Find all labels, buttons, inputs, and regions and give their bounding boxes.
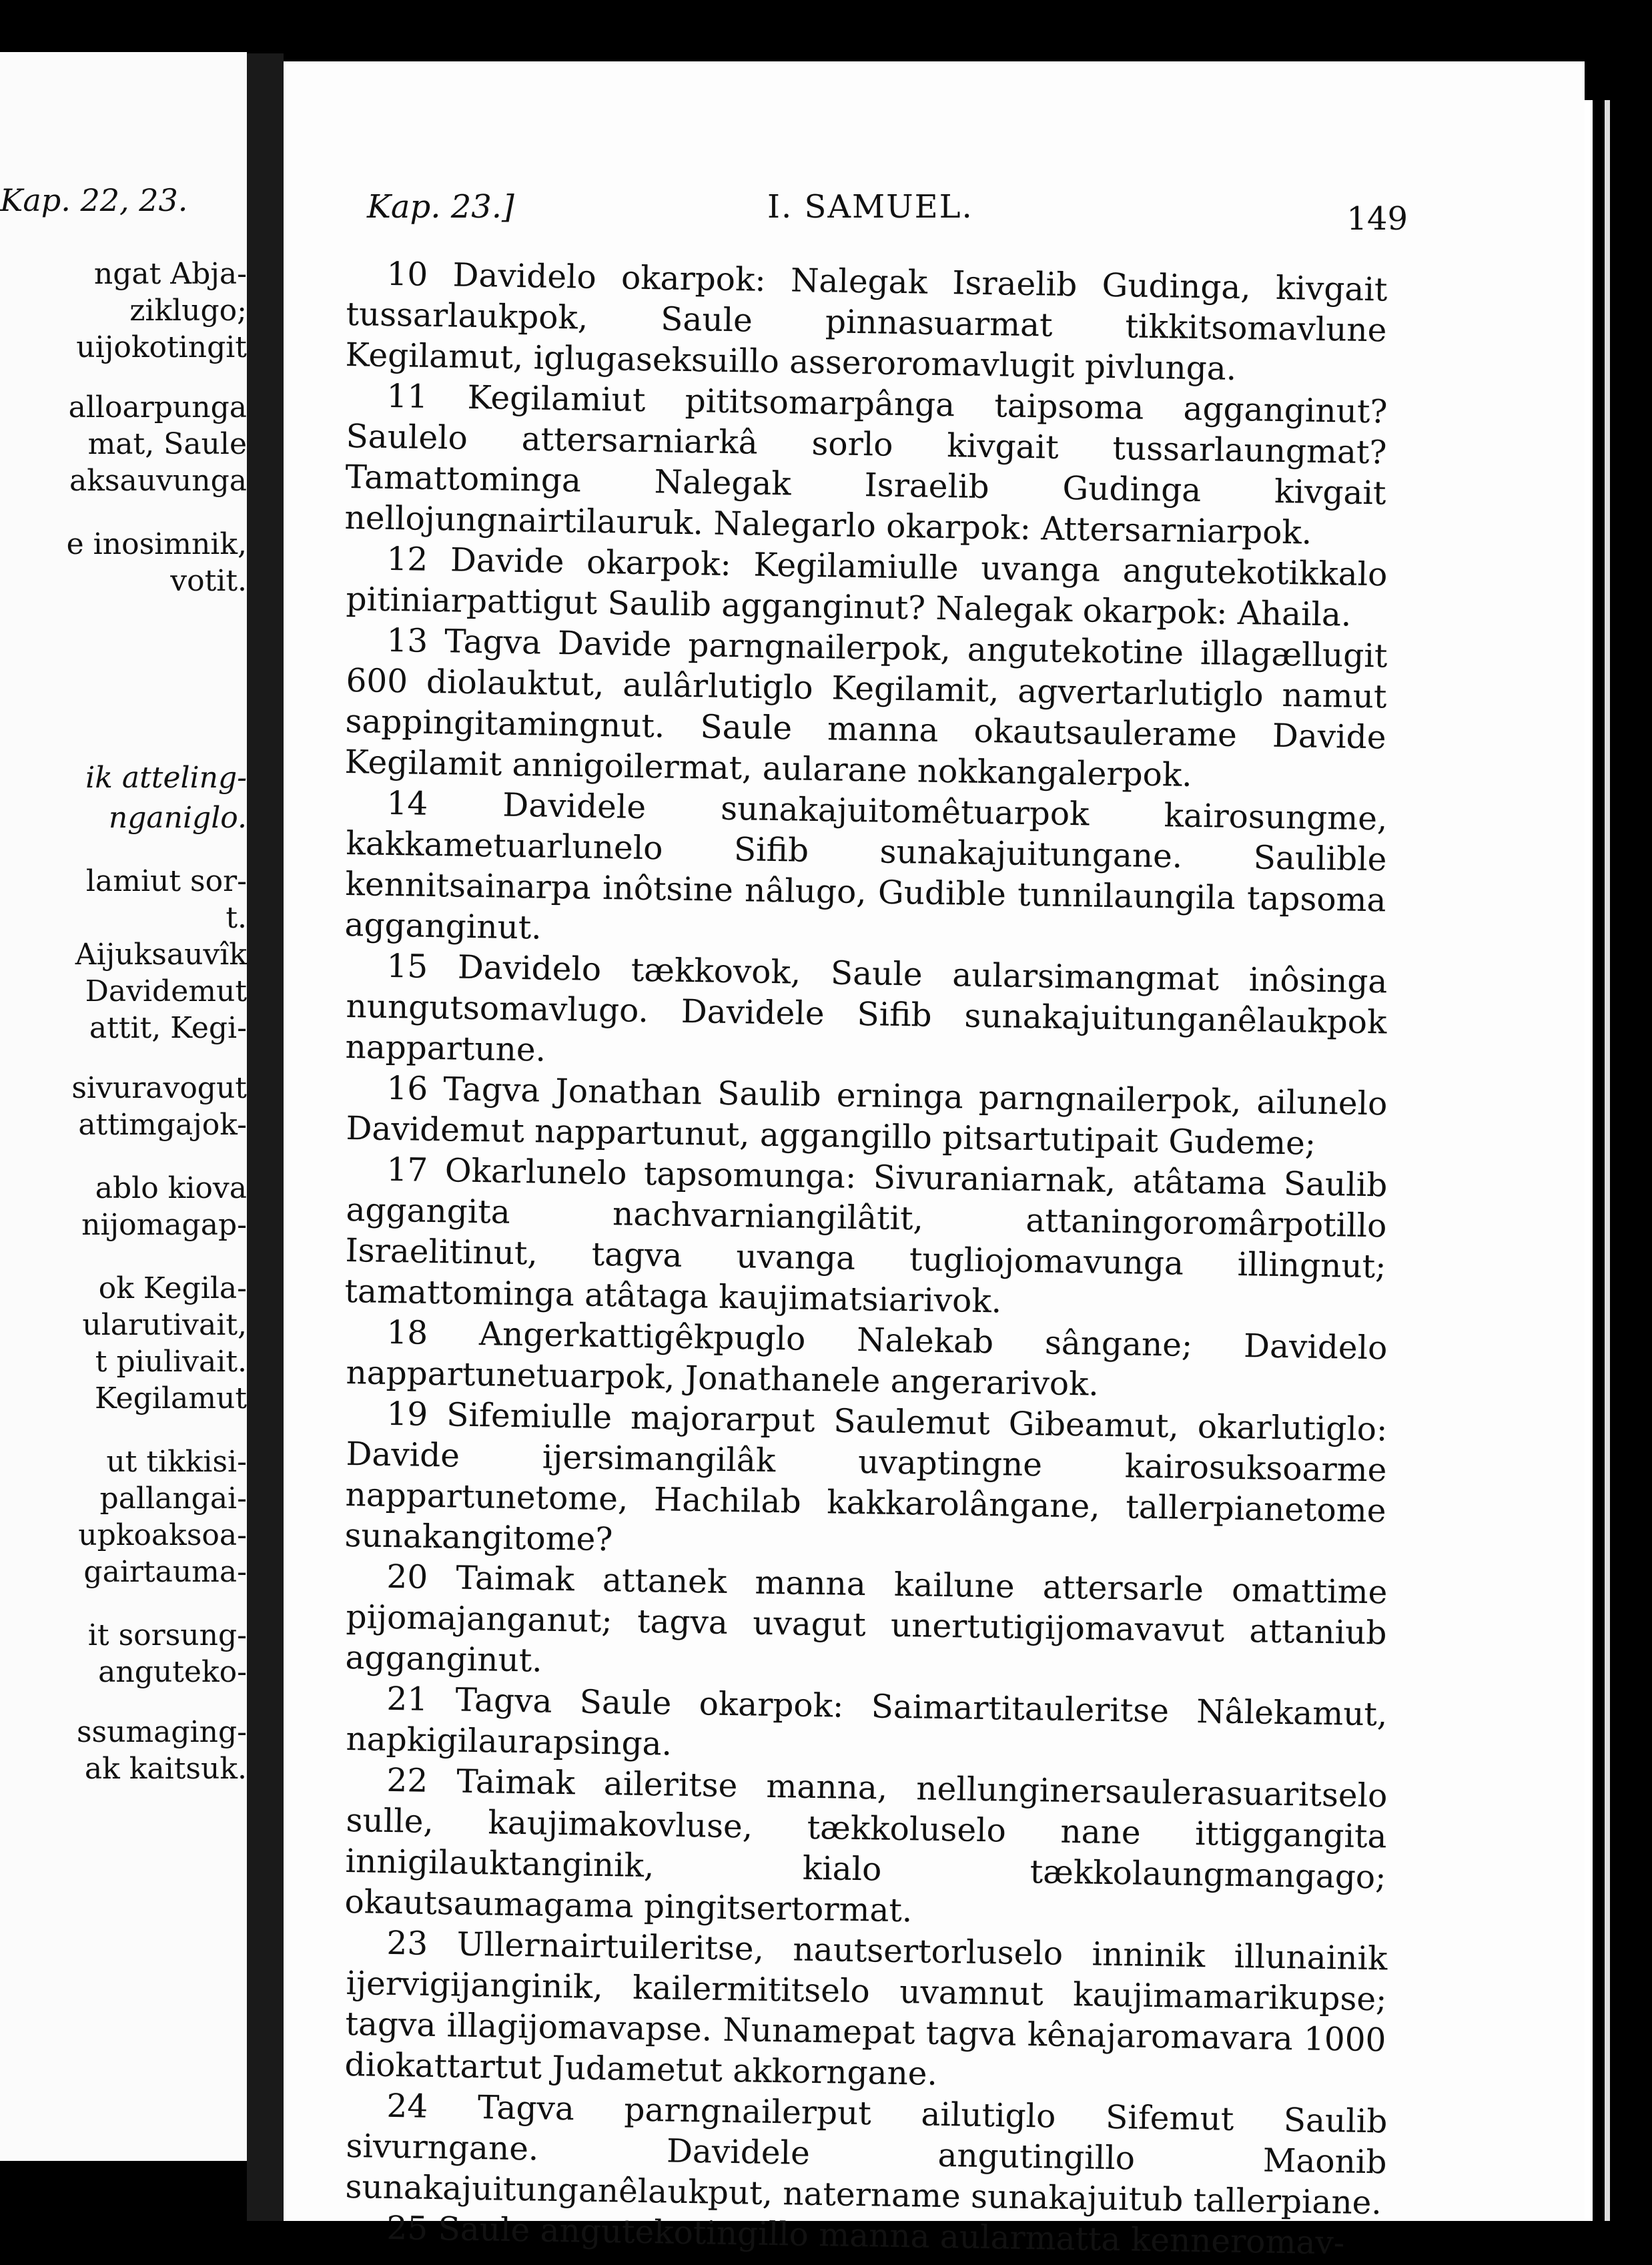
left-page-line: ak kaitsuk. [84, 1752, 247, 1786]
left-page-line: ik atteling- [85, 761, 247, 795]
left-page-line: upkoaksoa- [78, 1518, 247, 1552]
verse-paragraph: 24 Tagva parngnailerput ailutiglo Sifemut Saulib sivurngane. Davidele angutingillo Maonib sunakajuitunganêlaukput, natername sunakajuitub tallerpiane. [345, 2087, 1388, 2222]
verse-paragraph: 23 Ullernairtuileritse, nautsertorluselo inninik illunainik ijervigijanginik, kailermititselo uvamnut kaujimamarikupse; tagva illagijomavapse. Nunamepat tagva kênajaromavara 1000 diokattartut Judametut akkorngane. [344, 1924, 1388, 2093]
left-page-line: t. [226, 901, 247, 935]
left-page-line: ssumaging- [76, 1715, 247, 1749]
left-page-line: attit, Kegi- [89, 1011, 247, 1045]
running-header [367, 188, 1408, 238]
left-page-line: ut tikkisi- [106, 1445, 247, 1479]
left-page [0, 52, 247, 2161]
left-page-line: Aijuksauvîk [75, 938, 247, 972]
verse-paragraph: 12 Davide okarpok: Kegilamiulle uvanga angutekotikkalo pitiniarpattigut Saulib agganginut? Nalegak okarpok: Ahaila. [346, 540, 1388, 634]
verse-paragraph: 21 Tagva Saule okarpok: Saimartitauleritse Nâlekamut, napkigilaurapsinga. [346, 1680, 1388, 1763]
page-edge [1585, 100, 1593, 2221]
verse-paragraph: 13 Tagva Davide parngnailerpok, angutekotine illagællugit 600 diolauktut, aulârlutiglo Kegilamit, agvertarlutiglo namut sappingitamingnut. Saule manna okautsaulerame Davide Kegilamit annigoilermat, aularane nokkangalerpok. [344, 621, 1388, 794]
left-page-line: votit. [170, 564, 247, 598]
left-page-line: ngat Abja- [93, 257, 247, 291]
verse-paragraph: 25 Saule angutekotingillo manna aularmatta kenneromav- [386, 2209, 1345, 2262]
verse-paragraph: 16 Tagva Jonathan Saulib erninga parngnailerpok, ailunelo Davidemut nappartunut, aggangillo pitsartutipait Gudeme; [346, 1069, 1388, 1163]
left-page-line: ok Kegila- [98, 1271, 247, 1305]
verse-paragraph: 10 Davidelo okarpok: Nalegak Israelib Gudinga, kivgait tussarlaukpok, Saule pinnasuarmat tikkitsomavlune Kegilamut, iglugaseksuillo asseroromavlugit pivlunga. [345, 255, 1388, 388]
left-page-line: uijokotingit [76, 330, 247, 364]
page-edge [1605, 100, 1610, 2221]
left-page-line: Davidemut [85, 974, 247, 1008]
verse-paragraph: 18 Angerkattigêkpuglo Nalekab sângane; Davidelo nappartunetuarpok, Jonathanele angerarivok. [346, 1313, 1388, 1403]
verse-paragraph: 11 Kegilamiut pititsomarpânga taipsoma agganginut? Saulelo attersarniarkâ sorlo kivgait tussarlaungmat? Tamattominga Nalegak Israelib Gudinga kivgait nellojungnairtilauruk. Nalegarlo okarpok: Attersarniarpok. [344, 377, 1388, 552]
left-page-line: gairtauma- [83, 1555, 247, 1589]
left-page-line: sivuravogut [71, 1071, 247, 1105]
left-page-line: Kegilamut [94, 1381, 247, 1415]
left-page-line: nijomagap- [81, 1208, 247, 1242]
left-page-line: mat, Saule [87, 427, 247, 461]
left-page-line: ablo kiova [95, 1171, 247, 1205]
left-page-line: anguteko- [98, 1655, 247, 1689]
verse-paragraph: 22 Taimak aileritse manna, nellunginersaulerasuaritselo sulle, kaujimakovluse, tækkoluselo nane ittiggangita innigilauktanginik, kialo tækkolaungmangago; okautsaumagama pingitsertormat. [344, 1761, 1388, 1930]
verse-paragraph: 19 Sifemiulle majorarput Saulemut Gibeamut, okarlutiglo: Davide ijersimangilâk uvaptingne kairosuksoarme nappartunetome, Hachilab kakkarolângane, tallerpianetome sunakangitome? [344, 1395, 1388, 1559]
page-number: 149 [1346, 200, 1408, 238]
chapter-reference: Kap. 23.] [367, 188, 514, 226]
left-page-line: t piulivait. [95, 1345, 247, 1379]
scripture-text [344, 254, 1388, 2262]
verse-paragraph: 15 Davidelo tækkovok, Saule aularsimangmat inôsinga nungutsomavlugo. Davidele Sifib sunakajuitunganêlaukpok nappartune. [345, 947, 1388, 1069]
left-page-line: ziklugo; [129, 294, 247, 328]
verse-paragraph: 14 Davidele sunakajuitomêtuarpok kairosungme, kakkametuarlunelo Sifib sunakajuitungane. Saulible kennitsainarpa inôtsine nâlugo, Gudible tunnilaungila tapsoma agganginut. [344, 784, 1388, 947]
left-page-line: e inosimnik, [66, 527, 247, 561]
left-page-line: alloarpunga [68, 390, 247, 424]
book-title: I. SAMUEL. [767, 188, 973, 226]
left-page-line: lamiut sor- [85, 864, 247, 898]
left-page-line: it sorsung- [87, 1618, 247, 1652]
verse-paragraph: 17 Okarlunelo tapsomunga: Sivuraniarnak, atâtama Saulib aggangita nachvarniangilâtit, attaningoromârpotillo Israelitinut, tagva uvanga tugliojomavunga illingnut; tamattominga atâtaga kaujimatsiarivok. [344, 1151, 1388, 1321]
verse-paragraph: 20 Taimak attanek manna kailune attersarle omattime pijomajanganut; tagva uvagut unertutigijomavavut attaniub agganginut. [345, 1558, 1388, 1680]
left-page-line: pallangai- [99, 1482, 247, 1516]
left-page-header: Kap. 22, 23. [0, 182, 188, 218]
left-page-line: nganiglo. [108, 801, 247, 835]
left-page-line: aksauvunga [69, 464, 247, 498]
book-gutter [247, 53, 284, 2221]
left-page-line: ularutivait, [82, 1308, 247, 1342]
left-page-line: attimgajok- [78, 1108, 247, 1142]
